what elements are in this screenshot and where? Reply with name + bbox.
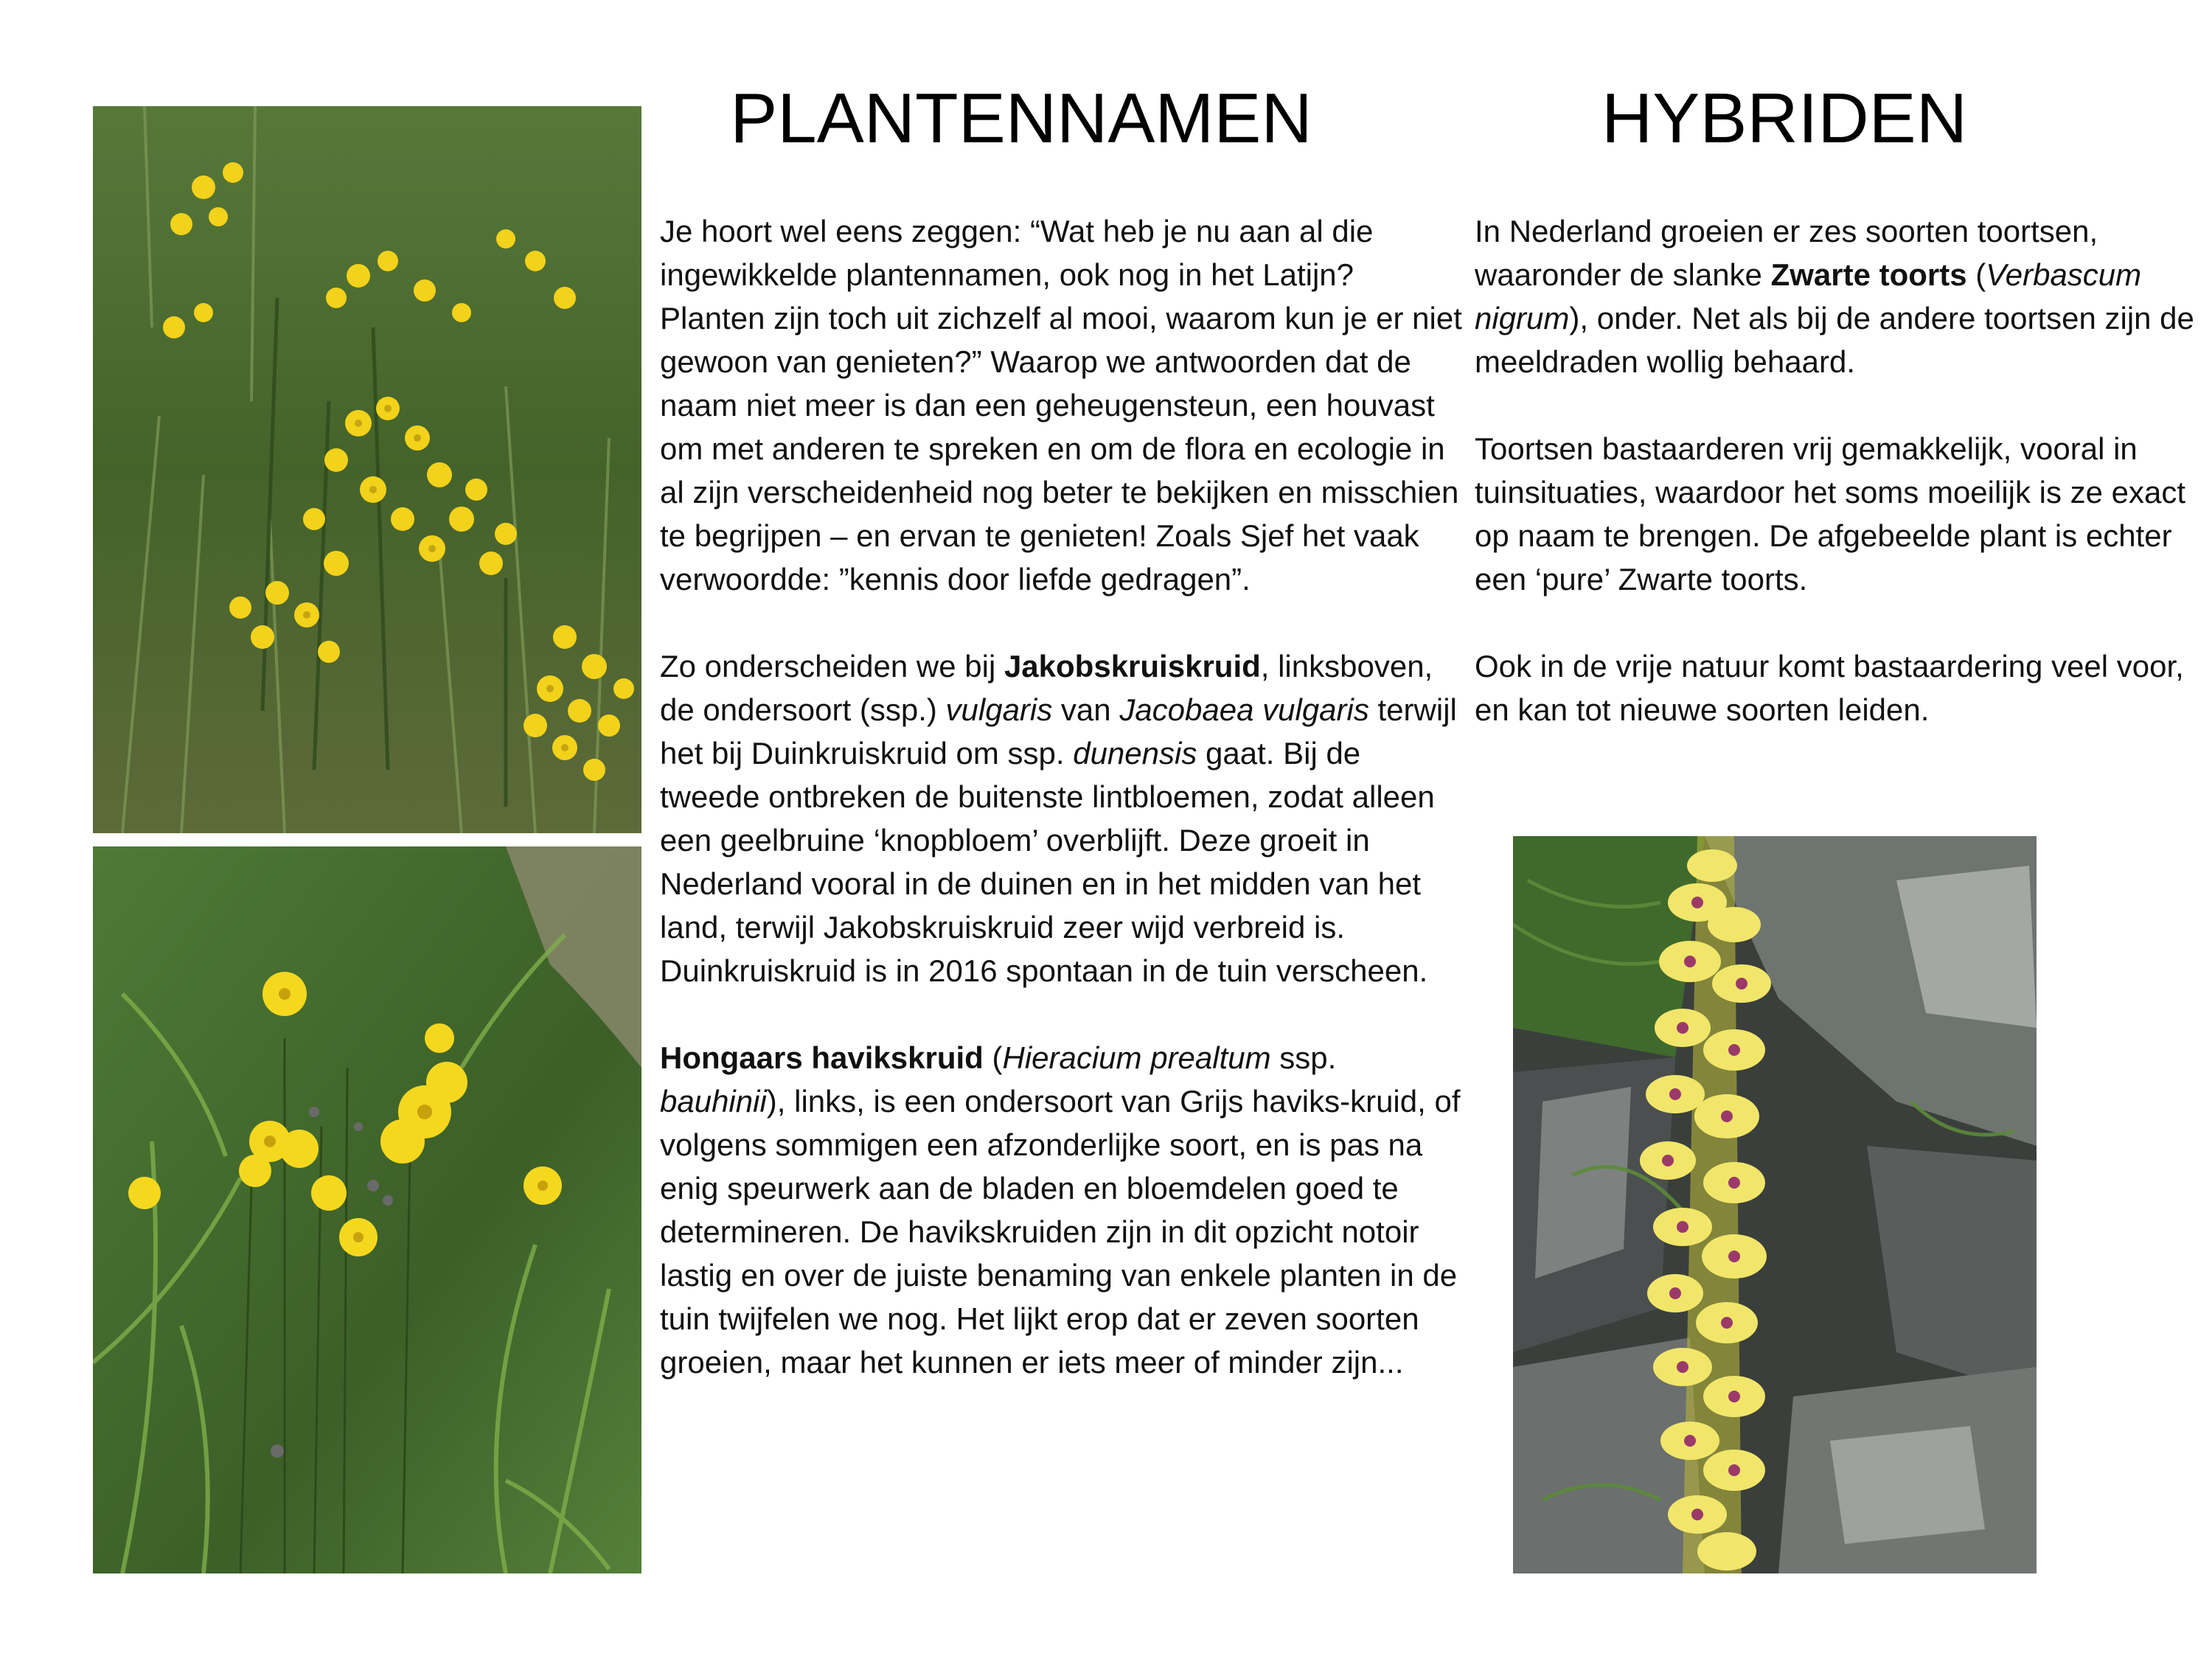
text-run: ), onder. Net als bij de andere toortsen zijn de meeldraden wollig behaard. (1475, 301, 2194, 379)
paragraph-toortsen (1475, 209, 2212, 383)
text-run: ( (983, 1040, 1003, 1075)
text-run: ssp. (1270, 1040, 1337, 1075)
paragraph-vrije-natuur-text: Ook in de vrije natuur komt bastaardering veel voor, en kan tot nieuwe soorten leiden. (1475, 649, 2184, 727)
latin-name: bauhinii (660, 1084, 767, 1119)
text-run: , linksboven, de ondersoort (ssp.) (660, 649, 1433, 727)
latin-name: Jacobaea vulgaris (1119, 692, 1369, 727)
text-run: gaat. Bij de tweede ontbreken de buitenste lintbloemen, zodat alleen een geelbruine ‘knopbloem’ overblijft. Deze groeit in Nederland vooral in de duinen en in het midden van het land, terwijl Jakobskruiskruid zeer wijd verbreid is. Duinkruiskruid is in 2016 spontaan in de tuin verscheen. (660, 736, 1435, 988)
column-plantennamen (660, 209, 1464, 1384)
latin-name: dunensis (1073, 736, 1197, 771)
paragraph-bastaarderen-text: Toortsen bastaarderen vrij gemakkelijk, vooral in tuinsituaties, waardoor het soms moeilijk is ze exact op naam te brengen. De afgebeelde plant is echter een ‘pure’ Zwarte toorts. (1475, 431, 2186, 597)
text-run: ( (1966, 257, 1986, 292)
text-run: terwijl het bij Duinkruiskruid om ssp. (660, 692, 1457, 771)
heading-hybriden: HYBRIDEN (1601, 79, 1968, 158)
latin-name: vulgaris (945, 692, 1053, 727)
heading-plantennamen: PLANTENNAMEN (730, 79, 1312, 158)
latin-name: Hieracium prealtum (1002, 1040, 1271, 1075)
species-name-zwarte-toorts: Zwarte toorts (1770, 257, 1967, 292)
paragraph-intro-text: Je hoort wel eens zeggen: “Wat heb je nu aan al die ingewikkelde plantennamen, ook nog in het Latijn? Planten zijn toch uit zichzelf al mooi, waarom kun je er niet gewoon van genieten?” Waarop we antwoorden dat de naam niet meer is dan een geheugensteun, een houvast om met anderen te spreken en om de flora en ecologie in al zijn verscheidenheid nog beter te bekijken en misschien te begrijpen – en ervan te genieten! Zoals Sjef het vaak verwoordde: ”kennis door liefde gedragen”. (660, 214, 1462, 597)
text-run: In Nederland groeien er zes soorten toortsen, waaronder de slanke (1475, 214, 2098, 292)
paragraph-havikskruid (660, 1036, 1464, 1384)
photo-zwarte-toorts (1513, 836, 2037, 1573)
paragraph-bastaarderen (1475, 427, 2212, 601)
paragraph-vrije-natuur (1475, 644, 2212, 731)
photo-jakobskruiskruid (93, 106, 641, 833)
column-hybriden (1475, 209, 2212, 731)
text-run: Zo onderscheiden we bij (660, 649, 1004, 684)
species-name-hongaars-havikskruid: Hongaars havikskruid (660, 1040, 984, 1075)
latin-name: Verbascum nigrum (1475, 257, 2142, 335)
paragraph-jakobskruiskruid (660, 644, 1464, 992)
paragraph-intro (660, 209, 1464, 601)
photo-hongaars-havikskruid (93, 846, 641, 1573)
text-run: ), links, is een ondersoort van Grijs haviks-kruid, of volgens sommigen een afzonderlijke soort, en is pas na enig speurwerk aan de bladen en bloemdelen goed te determineren. De havikskruiden zijn in dit opzicht notoir lastig en over de juiste benaming van enkele planten in de tuin twijfelen we nog. Het lijkt erop dat er zeven soorten groeien, maar het kunnen er iets meer of minder zijn... (660, 1084, 1461, 1380)
text-run: van (1052, 692, 1120, 727)
species-name-jakobskruiskruid: Jakobskruiskruid (1004, 649, 1261, 684)
